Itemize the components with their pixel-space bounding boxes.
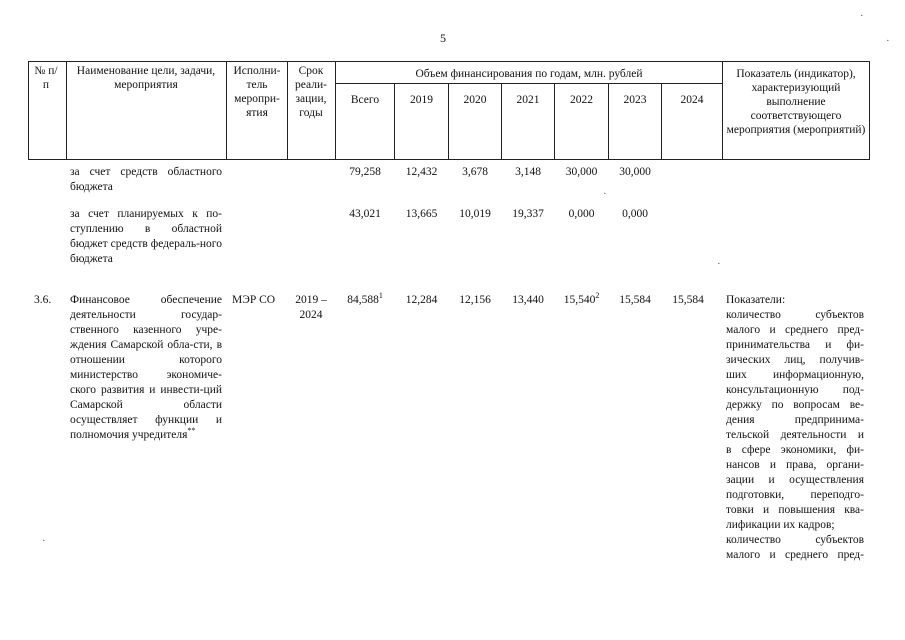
col-divider [722, 61, 723, 160]
indicator-line: Показатели: [726, 294, 786, 306]
row-federal-budget-2019: 13,665 [405, 208, 438, 220]
header-col-total: Всего [350, 94, 380, 106]
row-3-6-total-value: 84,588 [347, 294, 379, 306]
row-regional-budget-name: за счет средств областного бюджета [70, 166, 222, 193]
row-3-6-2022-footnote-mark: 2 [595, 291, 600, 301]
row-3-6-indicator [726, 293, 864, 563]
table-header-bottom-border [28, 159, 870, 160]
scan-speck: · [603, 188, 607, 200]
indicator-line: лификации их кадров; [726, 519, 835, 531]
header-col-executor: Исполни-тель меропри-ятия [233, 65, 281, 119]
indicator-line: количество субъектов [726, 534, 864, 546]
row-federal-budget-total: 43,021 [349, 208, 381, 220]
header-col-2019: 2019 [410, 94, 433, 106]
scan-speck: · [717, 258, 721, 270]
header-col-no: № п/п [34, 65, 58, 91]
indicator-line: малого и среднего пред- [726, 324, 864, 336]
row-federal-budget-2021: 19,337 [512, 208, 544, 220]
row-3-6-name-footnote-mark: ** [187, 426, 196, 436]
row-regional-budget-2022: 30,000 [565, 166, 598, 178]
row-regional-budget-2021: 3,148 [515, 166, 541, 178]
row-federal-budget-2020: 10,019 [459, 208, 491, 220]
header-col-2021: 2021 [516, 94, 540, 106]
header-col-2024: 2024 [680, 94, 704, 106]
row-3-6-2019: 12,284 [405, 294, 438, 306]
indicator-line: зации и осуществления [726, 474, 864, 486]
row-federal-budget-name: за счет планируемых к по-ступлению в областной бюджет средств федераль-ного бюджета [70, 208, 222, 265]
row-3-6-2020: 12,156 [459, 294, 491, 306]
header-col-2023: 2023 [623, 94, 647, 106]
header-col-name: Наименование цели, задачи, мероприятия [76, 65, 216, 91]
row-3-6-total [336, 293, 394, 308]
row-3-6-2022-value: 15,540 [563, 294, 596, 306]
indicator-line: малого и среднего пред- [726, 549, 864, 561]
col-divider [226, 61, 227, 160]
table-top-border [28, 61, 870, 62]
header-col-2020: 2020 [463, 94, 487, 106]
row-3-6-total-footnote-mark: 1 [378, 291, 383, 301]
table-right-border [869, 61, 870, 160]
table-left-border [28, 61, 29, 160]
row-3-6-2024: 15,584 [672, 294, 704, 306]
indicator-line: дения предпринима- [726, 414, 864, 426]
indicator-line: количество субъектов [726, 309, 864, 321]
indicator-line: нансов и права, органи- [726, 459, 864, 471]
col-divider [66, 61, 67, 160]
indicator-line: товки и повышения ква- [726, 504, 864, 516]
row-3-6-name [70, 293, 222, 443]
row-3-6-term: 2019 – 2024 [295, 294, 327, 321]
indicator-line: зических лиц, получив- [726, 354, 864, 366]
header-col-indicator: Показатель (индикатор), характеризующий выполнение соответствующего мероприятия (мероприятий) [726, 68, 866, 136]
row-3-6-2023: 15,584 [619, 294, 651, 306]
col-divider [287, 61, 288, 160]
header-funding-group: Объем финансирования по годам, млн. рублей [415, 68, 643, 80]
row-3-6-number: 3.6. [34, 294, 52, 306]
indicator-line: тельской деятельности и [726, 429, 864, 441]
scan-speck: · [886, 35, 890, 47]
row-3-6-2021: 13,440 [512, 294, 544, 306]
row-federal-budget-2022: 0,000 [568, 208, 595, 220]
row-regional-budget-2019: 12,432 [405, 166, 438, 178]
row-regional-budget-total: 79,258 [349, 166, 381, 178]
indicator-line: держку по вопросам ве- [726, 399, 864, 411]
page-number: 5 [440, 31, 446, 45]
indicator-line: принимательства и фи- [726, 339, 864, 351]
header-col-2022: 2022 [570, 94, 593, 106]
row-3-6-2022 [555, 293, 608, 308]
row-regional-budget-2020: 3,678 [462, 166, 488, 178]
row-regional-budget-2023: 30,000 [619, 166, 651, 178]
indicator-line: подготовки, переподго- [726, 489, 864, 501]
indicator-line: в сфере экономики, фи- [726, 444, 864, 456]
header-col-term: Срок реали-зации, годы [295, 65, 327, 119]
indicator-line: ших информационную, [726, 369, 864, 381]
row-3-6-name-text: Финансовое обеспечение деятельности государ-ственного казенного учре-ждения Самарской обла-сти, в отношении которого министерство экономиче-ского развития и инвести-ций Самарской области осуществляет функции и полномочия учредителя [70, 294, 222, 441]
row-federal-budget-2023: 0,000 [622, 208, 648, 220]
row-3-6-executor: МЭР СО [232, 294, 276, 306]
scan-speck: · [860, 10, 864, 22]
scan-speck: · [42, 535, 46, 547]
indicator-line: консультационную под- [726, 384, 864, 396]
